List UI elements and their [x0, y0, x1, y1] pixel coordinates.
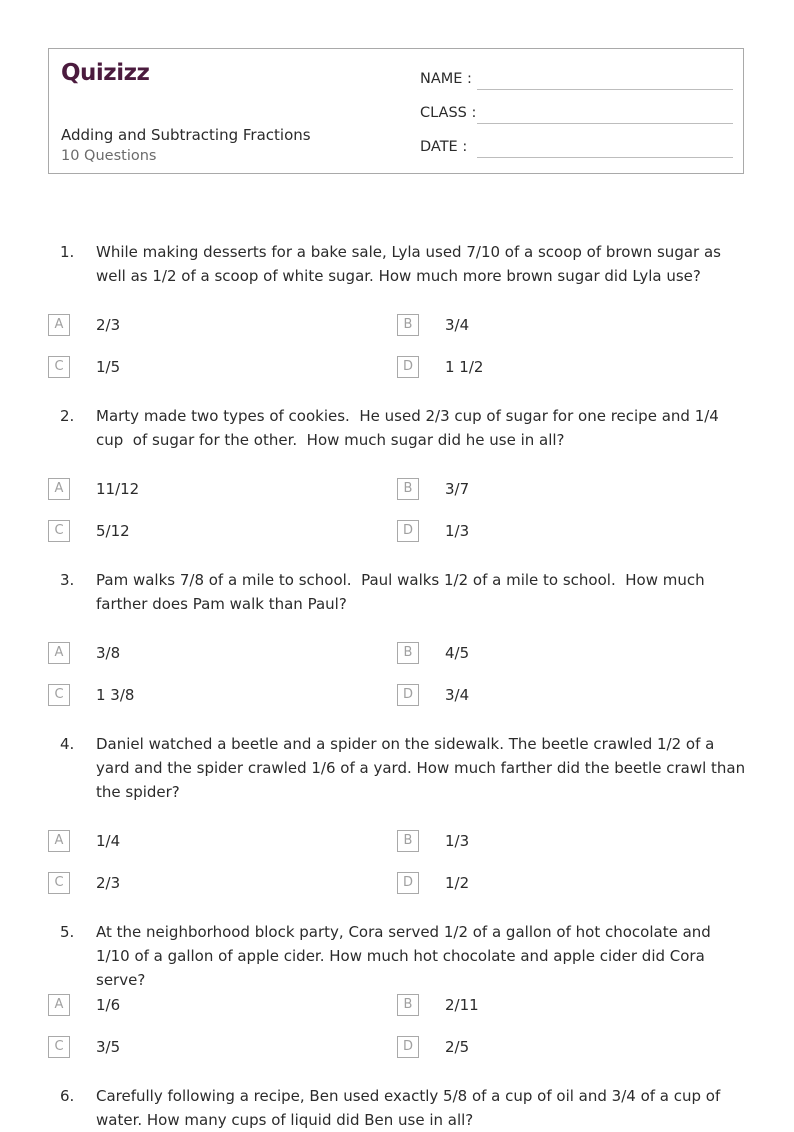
option-letter-box: C	[48, 872, 70, 894]
option-text: 4/5	[445, 644, 470, 662]
question-number: 2.	[60, 407, 75, 425]
option-letter-box: C	[48, 1036, 70, 1058]
option-text: 1/6	[96, 996, 121, 1014]
question-text: While making desserts for a bake sale, Lyla used 7/10 of a scoop of brown sugar as well as 1/2 of a scoop of white sugar. How much more brown sugar did Lyla use?	[96, 243, 726, 285]
option-letter-box: A	[48, 642, 70, 664]
question-text: Carefully following a recipe, Ben used exactly 5/8 of a cup of oil and 3/4 of a cup of water. How many cups of liquid did Ben use in all?	[96, 1087, 726, 1129]
option-letter-box: B	[397, 830, 419, 852]
name-line[interactable]	[477, 89, 733, 90]
option-letter-box: C	[48, 684, 70, 706]
option-text: 1/4	[96, 832, 121, 850]
option-letter-box: A	[48, 830, 70, 852]
option-text: 1/5	[96, 358, 121, 376]
quizizz-logo: Quizizz	[61, 60, 150, 86]
class-line[interactable]	[477, 123, 733, 124]
option-text: 3/4	[445, 316, 470, 334]
option-text: 1 1/2	[445, 358, 484, 376]
question-number: 1.	[60, 243, 75, 261]
question-text: At the neighborhood block party, Cora served 1/2 of a gallon of hot chocolate and 1/10 of a gallon of apple cider. How much hot chocolate and apple cider did Cora serve?	[96, 923, 716, 989]
option-text: 1/3	[445, 832, 470, 850]
option-letter-box: B	[397, 478, 419, 500]
option-letter-box: A	[48, 478, 70, 500]
option-letter-box: B	[397, 314, 419, 336]
option-text: 3/5	[96, 1038, 121, 1056]
option-letter-box: D	[397, 684, 419, 706]
question-number: 6.	[60, 1087, 75, 1105]
class-label: CLASS :	[420, 105, 477, 121]
option-text: 2/11	[445, 996, 479, 1014]
option-letter-box: A	[48, 314, 70, 336]
date-field[interactable]	[420, 137, 733, 159]
option-text: 3/7	[445, 480, 470, 498]
question-text: Pam walks 7/8 of a mile to school. Paul walks 1/2 of a mile to school. How much farther does Pam walk than Paul?	[96, 571, 710, 613]
question-number: 5.	[60, 923, 75, 941]
option-text: 5/12	[96, 522, 130, 540]
option-letter-box: C	[48, 520, 70, 542]
worksheet-title: Adding and Subtracting Fractions	[61, 126, 311, 144]
option-letter-box: D	[397, 872, 419, 894]
option-text: 2/3	[96, 874, 121, 892]
question-count: 10 Questions	[61, 148, 157, 164]
option-letter-box: C	[48, 356, 70, 378]
name-label: NAME :	[420, 71, 472, 87]
option-letter-box: D	[397, 356, 419, 378]
option-letter-box: D	[397, 1036, 419, 1058]
date-label: DATE :	[420, 139, 468, 155]
option-letter-box: D	[397, 520, 419, 542]
name-field[interactable]	[420, 69, 733, 91]
option-text: 2/3	[96, 316, 121, 334]
question-number: 3.	[60, 571, 75, 589]
option-letter-box: B	[397, 642, 419, 664]
question-number: 4.	[60, 735, 75, 753]
option-text: 3/8	[96, 644, 121, 662]
option-text: 1/3	[445, 522, 470, 540]
option-letter-box: B	[397, 994, 419, 1016]
class-field[interactable]	[420, 103, 733, 125]
option-text: 2/5	[445, 1038, 470, 1056]
option-text: 11/12	[96, 480, 140, 498]
option-text: 1 3/8	[96, 686, 135, 704]
question-text: Daniel watched a beetle and a spider on the sidewalk. The beetle crawled 1/2 of a yard and the spider crawled 1/6 of a yard. How much farther did the beetle crawl than the spider?	[96, 735, 750, 801]
date-line[interactable]	[477, 157, 733, 158]
option-text: 1/2	[445, 874, 470, 892]
option-text: 3/4	[445, 686, 470, 704]
worksheet-header	[48, 48, 744, 174]
option-letter-box: A	[48, 994, 70, 1016]
question-text: Marty made two types of cookies. He used 2/3 cup of sugar for one recipe and 1/4 cup of sugar for the other. How much sugar did he use in all?	[96, 407, 724, 449]
